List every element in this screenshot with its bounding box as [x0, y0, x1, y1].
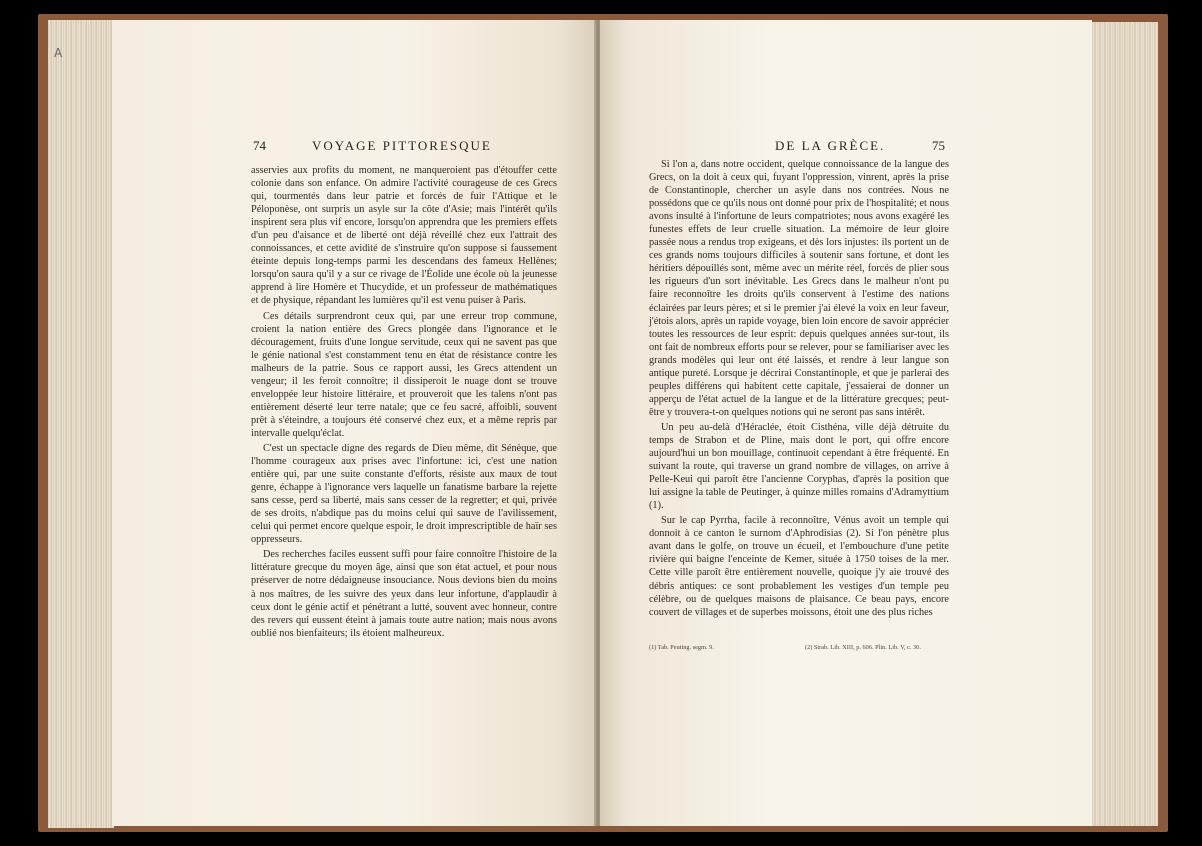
right-paragraph-1: Si l'on a, dans notre occident, quelque connoissance de la langue des Grecs, on la doit à ceux qui, fuyant l'oppression, vinrent, après la prise de Constantinople, chercher un asyle dans nos contrées. Nous ne possédons que ce qu'ils nous ont donné pour prix de l'hospitalité; et nous avons insulté à l'infortune de leurs compatriotes; nous avons exagéré les funestes effets de leur cruelle situation. La mémoire de leur gloire passée nous a rendus trop exigeans, et dès lors injustes: ils portent un de ces grands noms toujours difficiles à soutenir sans fortune, et dont les héritiers dépouillés sont, même avec un mérite réel, forcés de plier sous les rigueurs d'un sort inévitable. Les Grecs dans le malheur n'ont pu faire reconnoître les droits qu'ils conservent à l'estime des nations éclairées par leurs pères; et si le premier j'ai élevé la voix en leur faveur, j'étois alors, après un rapide voyage, bien loin encore de savoir apprécier toutes les ressources de leur esprit: depuis quelques années sur-tout, ils ont fait de nombreux efforts pour se relever, pour se familiariser avec les grands modèles qui leur ont été laissés, et rendre à leur langue son antique pureté. Lorsque je décrirai Constantinople, et que je parlerai des peuples différens qui habitent cette capitale, j'essaierai de donner un apperçu de l'état actuel de la langue et de la littérature grecques; peut-être y trouvera-t-on quelques notions qui ne seront pas sans intérêt.	[649, 159, 949, 418]
left-paragraph-3: C'est un spectacle digne des regards de Dieu même, dit Sénèque, que l'homme courageux aux prises avec l'infortune: ici, c'est une nation entière qui, par une suite constante d'efforts, résiste aux maux de tout genre, échappe à l'ignorance vers laquelle un fanatisme barbare la rejette sans cesse, perd sa liberté, mais sans cesser de la regretter; et qui, privée de ses droits, n'abdique pas du moins celui qui sauve de l'avilissement, celui qui permet encore quelque espoir, le droit imprescriptible de haïr ses oppresseurs.	[251, 442, 557, 546]
right-paragraph-2: Un peu au-delà d'Héraclée, étoit Cisthéna, ville déjà détruite du temps de Strabon et de Pline, mais dont le port, qui offre encore aujourd'hui un bon mouillage, continuoit cependant à être fréquenté. En suivant la route, qui traverse un grand nombre de villages, on arrive à Pelle-Keui qui paroît être l'ancienne Coryphas, d'après la position que lui assigne la table de Peutinger, à quinze milles romains d'Adramyttium (1).	[649, 421, 949, 512]
footnote-1: (1) Tab. Peuting. segm. 9.	[649, 644, 714, 651]
right-running-head: DE LA GRÈCE.	[775, 138, 886, 153]
right-paragraph-3: Sur le cap Pyrrha, facile à reconnoître, Vénus avoit un temple qui donnoit à ce canton le surnom d'Aphrodisias (2). Si l'on pénètre plus avant dans le golfe, on trouve un écueil, et l'embouchure d'une petite rivière qui baigne l'enceinte de Kemer, située à 1750 toises de la mer. Cette ville paroît être entièrement nouvelle, quoique j'y aie trouvé des débris antiques: ce sont probablement les vestiges d'un temple peu célèbre, ou de quelques maisons de plaisance. Ce beau pays, encore couvert de villages et de superbes moissons, étoit une des plus riches	[649, 515, 949, 618]
margin-mark: A	[54, 46, 63, 60]
left-running-head: VOYAGE PITTORESQUE	[312, 138, 492, 153]
left-paragraph-1: asservies aux profits du moment, ne manqueroient pas d'étouffer cette colonie dans son enfance. On admire l'activité courageuse de ces Grecs qui, tourmentés dans leur patrie et forcés de fuir l'Attique et le Péloponèse, ont surpris un asyle sur la côte d'Asie; mais l'intérêt qu'ils inspirent sera plus vif encore, lorsqu'on apprendra que les premiers effets d'un peu d'aisance et de liberté ont déjà réveillé chez eux l'attrait des connoissances, et cette avidité de s'instruire qu'on suppose si faussement éteinte depuis long-temps parmi les descendans des fameux Hellènes; lorsqu'on saura qu'il y a sur ce rivage de l'Éolide une école où la jeunesse apprend à lire Homère et Thucydide, et un professeur de mathématiques et de physique, répandant les lumières qu'il est venu puiser à Paris.	[251, 165, 557, 307]
left-page-text	[251, 164, 557, 642]
right-page-edges	[1088, 22, 1158, 826]
left-page	[112, 20, 596, 826]
left-page-edges	[48, 20, 114, 828]
right-page-text	[649, 158, 949, 621]
left-paragraph-2: Ces détails surprendront ceux qui, par une erreur trop commune, croient la nation entière des Grecs plongée dans l'ignorance et le découragement, fruits d'une longue servitude, ceux qui ne savent pas que le génie national s'est constamment tenu en état de résistance contre les malheurs de la patrie. Sous ce rapport aussi, les Grecs attendent un vengeur; il les feroit connoître; il dissiperoit le nuage dont se trouve enveloppée leur histoire littéraire, et prouveroit que les talens n'ont pas entièrement déserté leur terre natale; que ce feu sacré, affoibli, souvent prêt à s'éteindre, a toujours été conservé chez eux, et a même repris par intervalle quelqu'éclat.	[251, 310, 557, 439]
right-page-number: 75	[932, 138, 945, 153]
right-page	[600, 20, 1092, 826]
left-page-number: 74	[253, 138, 266, 153]
footnote-2: (2) Strab. Lib. XIII, p. 606. Plin. Lib. V, c. 30.	[805, 644, 921, 651]
left-paragraph-4: Des recherches faciles eussent suffi pour faire connoître l'histoire de la littérature grecque du moyen âge, ainsi que son état actuel, et pour nous préserver de notre dédaigneuse insouciance. Nous devions bien du moins à nos maîtres, de les suivre des yeux dans leur infortune, d'applaudir à ceux dont le génie actif et pénétrant a lutté, souvent avec honneur, contre des revers qui eussent éteint à jamais toute autre nation; mais nous avons oublié nos bienfaiteurs; ils étoient malheureux.	[251, 549, 557, 639]
